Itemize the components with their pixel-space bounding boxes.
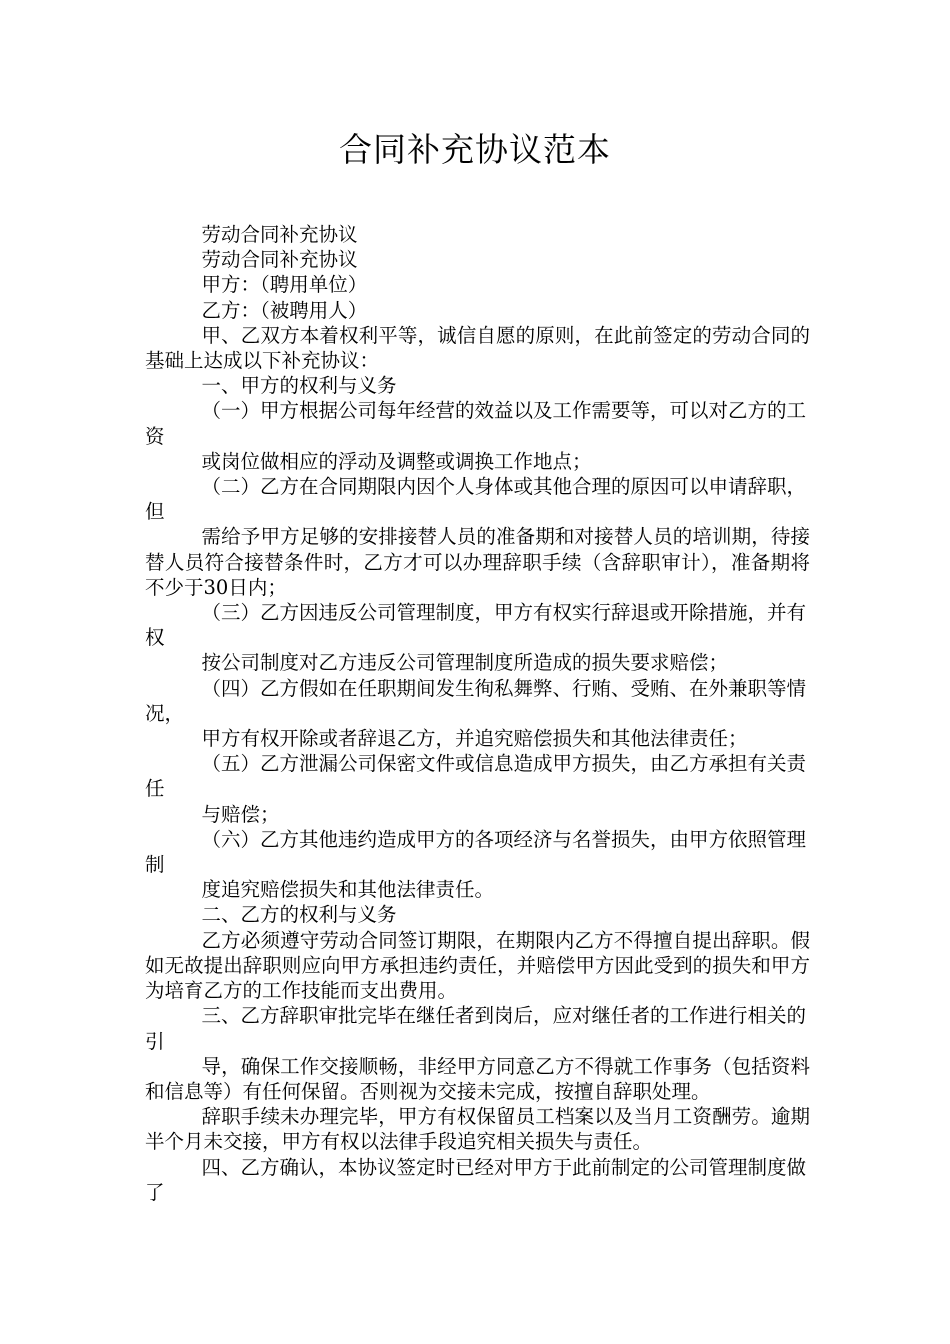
paragraph: 度追究赔偿损失和其他法律责任。	[201, 878, 495, 902]
paragraph: 按公司制度对乙方违反公司管理制度所造成的损失要求赔偿；	[201, 651, 729, 675]
paragraph: 乙方必须遵守劳动合同签订期限，在期限内乙方不得擅自提出辞职。假如无故提出辞职则应向甲方承担违约责任，并赔偿甲方因此受到的损失和甲方为培育乙方的工作技能而支出费用。	[145, 928, 810, 1003]
paragraph: （三）乙方因违反公司管理制度，甲方有权实行辞退或开除措施，并有权	[145, 601, 807, 650]
paragraph: 或岗位做相应的浮动及调整或调换工作地点；	[201, 449, 592, 473]
section-heading: 一、甲方的权利与义务	[201, 374, 397, 398]
paragraph: 需给予甲方足够的安排接替人员的准备期和对接替人员的培训期，待接替人员符合接替条件时，乙方才可以办理辞职手续（含辞职审计），准备期将不少于30日内；	[145, 525, 810, 599]
paragraph: 导，确保工作交接顺畅，非经甲方同意乙方不得就工作事务（包括资料和信息等）有任何保留。否则视为交接未完成，按擅自辞职处理。	[145, 1054, 810, 1103]
paragraph: （四）乙方假如在任职期间发生徇私舞弊、行贿、受贿、在外兼职等情况，	[145, 676, 807, 725]
document-body	[145, 222, 810, 1205]
paragraph: （五）乙方泄漏公司保密文件或信息造成甲方损失，由乙方承担有关责任	[145, 752, 807, 801]
section-heading: 二、乙方的权利与义务	[201, 903, 397, 927]
paragraph: 甲方：（聘用单位）	[201, 273, 368, 297]
paragraph: （二）乙方在合同期限内因个人身体或其他合理的原因可以申请辞职，但	[145, 475, 807, 524]
paragraph: 乙方：（被聘用人）	[201, 298, 368, 322]
paragraph: 辞职手续未办理完毕，甲方有权保留员工档案以及当月工资酬劳。逾期半个月未交接，甲方有权以法律手段追究相关损失与责任。	[145, 1105, 810, 1154]
paragraph: 劳动合同补充协议	[201, 223, 358, 246]
paragraph: 甲、乙双方本着权利平等，诚信自愿的原则，在此前签定的劳动合同的基础上达成以下补充协议：	[145, 323, 810, 373]
paragraph: （一）甲方根据公司每年经营的效益以及工作需要等，可以对乙方的工资	[145, 399, 807, 448]
paragraph: 甲方有权开除或者辞退乙方，并追究赔偿损失和其他法律责任；	[201, 727, 748, 751]
paragraph: （六）乙方其他违约造成甲方的各项经济与名誉损失，由甲方依照管理制	[145, 827, 807, 877]
paragraph: 与赔偿；	[201, 802, 280, 826]
paragraph: 劳动合同补充协议	[201, 248, 358, 272]
document-title: 合同补充协议范本	[339, 130, 611, 169]
paragraph: 四、乙方确认，本协议签定时已经对甲方于此前制定的公司管理制度做了	[145, 1155, 807, 1204]
paragraph: 三、乙方辞职审批完毕在继任者到岗后，应对继任者的工作进行相关的引	[145, 1004, 807, 1053]
